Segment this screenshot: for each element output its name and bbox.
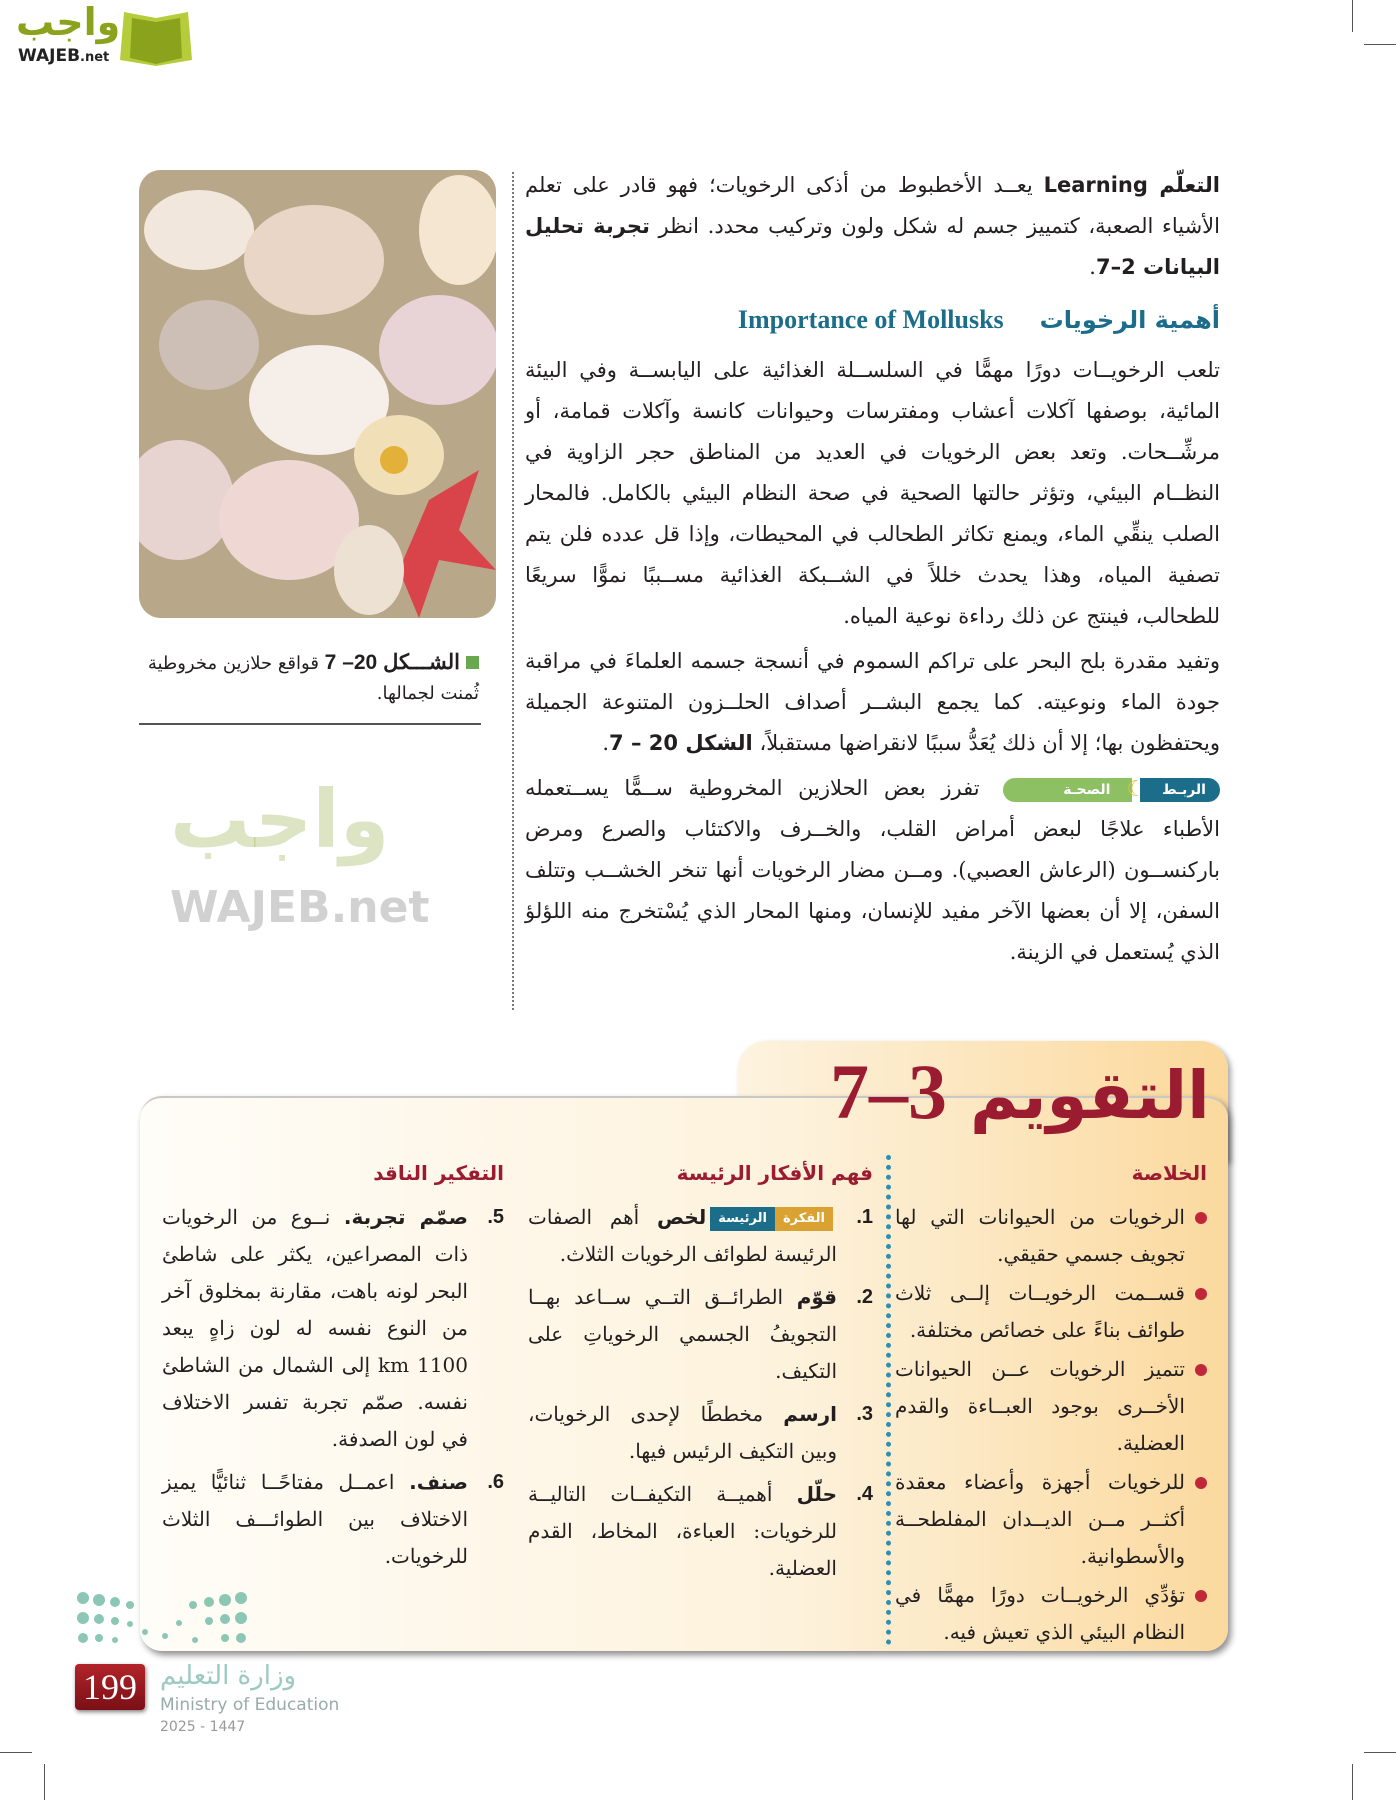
summary-text: تتميز الرخويات عــن الحيوانات الأخــرى بوجود العبــاءة والقدم العضلية. (895, 1357, 1185, 1455)
watermark-latin: WAJEB.net (170, 882, 430, 933)
paragraph-text: وتفيد مقدرة بلح البحر على تراكم السموم في أنسجة جسمه العلماءَ في مراقبة جودة الماء ونوعيته. كما يجمع البشــر أصداف الحلــزون المتنوعة الجميلة ويحتفظون بها؛ إلا أن ذلك يُعَدُّ سببًا لانقراضها مستقبلاً، (525, 649, 1220, 755)
term-learning: التعلّم Learning (1043, 173, 1220, 197)
question-1 (528, 1199, 873, 1273)
badge-part: الفكرة (775, 1207, 833, 1231)
crescent-icon: ☾ (1126, 777, 1147, 802)
question-number: 1. (856, 1206, 873, 1228)
summary-item (895, 1464, 1207, 1575)
ministry-name-arabic: وزارة التعليم (160, 1661, 297, 1691)
paragraph-health-connection (525, 768, 1220, 973)
summary-text: للرخويات أجهزة وأعضاء معقدة أكثــر مــن الديــدان المفلطحــة والأسطوانية. (895, 1470, 1185, 1568)
heading-english: Importance of Mollusks (737, 305, 1004, 334)
connect-label: الربـط (1140, 778, 1220, 802)
main-text (525, 165, 1220, 977)
question-verb: ارسم (783, 1402, 837, 1426)
critical-thinking-heading: التفكير الناقد (373, 1161, 504, 1185)
crop-mark (1352, 0, 1353, 32)
main-ideas-heading: فهم الأفكار الرئيسة (676, 1161, 873, 1185)
page-number: 199 (75, 1664, 145, 1710)
summary-item (895, 1275, 1207, 1349)
caption-marker-icon (466, 656, 479, 669)
paragraph-learning (525, 165, 1220, 288)
question-3 (528, 1396, 873, 1470)
question-number: 5. (487, 1206, 504, 1228)
figure-caption (139, 648, 479, 709)
caption-text: قواقع حلازين مخروطية ثُمنت لجمالها. (147, 653, 479, 704)
column-divider (512, 172, 514, 1010)
summary-divider (886, 1155, 891, 1645)
question-number: 3. (856, 1403, 873, 1425)
bullet-icon (1195, 1477, 1207, 1489)
question-text: مخططًا لإحدى الرخويات، وبين التكيف الرئيس فيها. (528, 1402, 837, 1463)
ministry-name-english: Ministry of Education (160, 1695, 340, 1715)
question-text: أهميــة التكيفــات التاليــة للرخويات: العباءة، المخاط، القدم العضلية. (528, 1482, 837, 1580)
wajeb-logo[interactable] (8, 0, 193, 68)
review-title-text: التقويم (969, 1057, 1210, 1134)
badge-part: الرئيسة (710, 1207, 775, 1231)
bullet-icon (1195, 1364, 1207, 1376)
seashells-photo (139, 170, 496, 618)
bullet-icon (1195, 1590, 1207, 1602)
critical-thinking-column (162, 1151, 504, 1581)
summary-item (895, 1351, 1207, 1462)
summary-text: الرخويات من الحيوانات التي لها تجويف جسمي حقيقي. (895, 1205, 1185, 1266)
punctuation: . (602, 731, 610, 755)
question-text: الطرائــق التــي ســاعد بهــا التجويفُ الجسمي الرخوياتِ على التكيف. (528, 1285, 837, 1383)
crop-mark (1364, 44, 1396, 45)
paragraph-mussels (525, 641, 1220, 764)
question-number: 6. (487, 1471, 504, 1493)
review-title (830, 1047, 1210, 1141)
watermark-arabic: واجب (170, 773, 390, 866)
health-connection-badge (1003, 778, 1220, 802)
question-verb: صمّم تجربة. (343, 1205, 469, 1229)
summary-item (895, 1199, 1207, 1273)
summary-heading: الخلاصة (1131, 1161, 1207, 1185)
question-text: نــوع من الرخويات ذات المصراعين، يكثر على شاطئ البحر لونه باهت، مقارنة بمخلوق آخر من النوع نفسه له لون زاهٍ يبعد 1100 km إلى الشمال من الشاطئ نفسه. صمّم تجربة تفسر الاختلاف في لون الصدفة. (162, 1205, 469, 1451)
question-verb: لخص (657, 1205, 707, 1229)
question-text: اعمــل مفتاحًــا ثنائيًّا يميز الاختلاف بين الطوائـــف الثلاث للرخويات. (162, 1470, 468, 1568)
question-verb: قوّم (796, 1285, 837, 1309)
question-number: 4. (856, 1483, 873, 1505)
summary-item (895, 1577, 1207, 1651)
question-4 (528, 1476, 873, 1587)
logo-arabic: واجب (16, 0, 121, 44)
question-5 (162, 1199, 504, 1458)
question-6 (162, 1464, 504, 1575)
summary-column (895, 1151, 1207, 1653)
paragraph-text: يعــد الأخطبوط من أذكى الرخويات؛ فهو قادر على تعلم الأشياء الصعبة، كتمييز جسم له شكل ولون وتركيب محدد. انظر (525, 173, 1220, 238)
ministry-dots-icon (75, 1590, 250, 1650)
punctuation: . (1089, 255, 1096, 279)
lab-reference[interactable]: تجربة تحليل البيانات 2–7 (525, 214, 1220, 279)
main-idea-badge (710, 1207, 833, 1231)
main-ideas-column (528, 1151, 873, 1593)
question-verb: حلّل (796, 1482, 837, 1506)
bullet-icon (1195, 1288, 1207, 1300)
edition-year: 2025 - 1447 (160, 1719, 246, 1735)
figure-reference[interactable]: الشكل 20 – 7 (609, 731, 753, 755)
bullet-icon (1195, 1212, 1207, 1224)
heading-arabic: أهمية الرخويات (1039, 306, 1220, 334)
question-verb: صنف. (409, 1470, 468, 1494)
caption-divider (139, 723, 481, 725)
caption-label: الشـــكل 20– 7 (324, 651, 460, 674)
open-book-icon (116, 8, 196, 66)
crop-mark (1364, 1752, 1396, 1753)
question-2 (528, 1279, 873, 1390)
summary-text: قســمت الرخويــات إلــى ثلاث طوائف بناءً على خصائص مختلفة. (895, 1281, 1185, 1342)
paragraph-text: تفرز بعض الحلازين المخروطية ســمًّا يســتعمله الأطباء علاجًا لبعض أمراض القلب، والخــرف والاكتئاب والصرع ومرض باركنســون (الرعاش العصبي). ومــن مضار الرخويات أنها تنخر الخشــب وتتلف السفن، إلا أن بعضها الآخر مفيد للإنسان، ومنها المحار الذي يُسْتخرج منه اللؤلؤ الذي يُستعمل في الزينة. (525, 776, 1220, 964)
summary-text: تؤدِّي الرخويــات دورًا مهمًّا في النظام البيئي الذي تعيش فيه. (895, 1583, 1185, 1644)
connect-topic: الصحـة (1003, 778, 1132, 802)
question-text: أهم الصفات الرئيسة لطوائف الرخويات الثلاث. (528, 1205, 837, 1266)
crop-mark (1352, 1764, 1353, 1800)
logo-latin: WAJEB.net (18, 46, 110, 66)
crop-mark (44, 1764, 45, 1800)
question-number: 2. (856, 1286, 873, 1308)
paragraph-importance: تلعب الرخويــات دورًا مهمًّا في السلســلة الغذائية على اليابســة وفي البيئة المائية، بوصفها آكلات أعشاب ومفترسات وحيوانات كانسة وآكلات قمامة، أو مرشِّــحات. وتعد بعض الرخويات في العديد من المناطق حجر الزاوية في النظــام البيئي، وتؤثر حالتها الصحية في صحة النظام البيئي بالكامل. فالمحار الصلب ينقِّي الماء، ويمنع تكاثر الطحالب في المحيطات، وإذا قل عدده فلن يتم تصفية المياه، وهذا يحدث خللاً في الشــبكة الغذائية مســببًا نموًّا سريعًا للطحالب، فينتج عن ذلك رداءة نوعية المياه. (525, 358, 1220, 628)
crop-mark (0, 1752, 32, 1753)
section-heading (525, 292, 1220, 348)
section-number: 3–7 (830, 1048, 947, 1135)
